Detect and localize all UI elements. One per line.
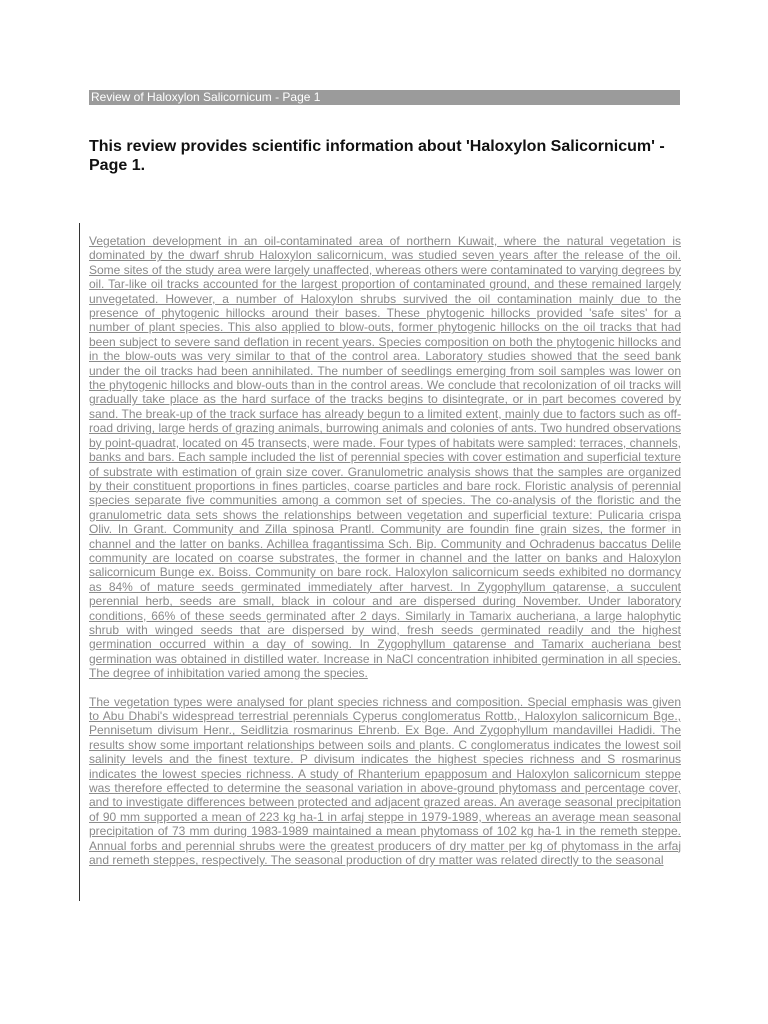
document-header-bar: [89, 90, 680, 105]
document-body: [89, 234, 681, 881]
page-title: This review provides scientific information about 'Haloxylon Salicornicum' - Page 1.: [89, 138, 665, 174]
body-paragraph-2[interactable]: The vegetation types were analysed for plant species richness and composition. Special emphasis was given to Abu Dhabi's widespread terrestrial perennials Cyperus conglomeratus Rottb., Haloxylon salicornicum Bge., Pennisetum divisum Henr., Seidlitzia rosmarinus Ehrenb. Ex Bge. And Zygophyllum mandavillei Hadidi. The results show some important relationships between soils and plants. C conglomeratus indicates the lowest soil salinity levels and the finest texture. P divisum indicates the highest species richness and S rosmarinus indicates the lowest species richness. A study of Rhanterium epapposum and Haloxylon salicornicum steppe was therefore effected to determine the seasonal variation in above-ground phytomass and percentage cover, and to investigate differences between protected and adjacent grazed areas. An average seasonal precipitation of 90 mm supported a mean of 223 kg ha-1 in arfaj steppe in 1979-1989, whereas an average mean seasonal precipitation of 73 mm during 1983-1989 maintained a mean phytomass of 102 kg ha-1 in the remeth steppe. Annual forbs and perennial shrubs were the greatest producers of dry matter per kg of phytomass in the arfaj and remeth steppes, respectively. The seasonal production of dry matter was related directly to the seasonal: [89, 694, 681, 868]
header-bar-text: Review of Haloxylon Salicornicum - Page 1: [91, 90, 321, 104]
left-margin-rule: [79, 223, 80, 901]
body-paragraph-1[interactable]: Vegetation development in an oil-contaminated area of northern Kuwait, where the natural vegetation is dominated by the dwarf shrub Haloxylon salicornicum, was studied seven years after the release of the oil. Some sites of the study area were largely unaffected, whereas others were contaminated to varying degrees by oil. Tar-like oil tracks accounted for the largest proportion of contaminated ground, and these remained largely unvegetated. However, a number of Haloxylon shrubs survived the oil contamination mainly due to the presence of phytogenic hillocks around their bases. These phytogenic hillocks provided 'safe sites' for a number of plant species. This also applied to blow-outs, former phytogenic hillocks on the oil tracks that had been subject to severe sand deflation in recent years. Species composition on both the phytogenic hillocks and in the blow-outs was very similar to that of the control area. Laboratory studies showed that the seed bank under the oil tracks had been annihilated. The number of seedlings emerging from soil samples was lower on the phytogenic hillocks and blow-outs than in the control areas. We conclude that recolonization of oil tracks will gradually take place as the hard surface of the tracks begins to disintegrate, or in part becomes covered by sand. The break-up of the track surface has already begun to a limited extent, mainly due to factors such as off-road driving, large herds of grazing animals, burrowing animals and colonies of ants. Two hundred observations by point-quadrat, located on 45 transects, were made. Four types of habitats were sampled: terraces, channels, banks and bars. Each sample included the list of perennial species with cover estimation and superficial texture of substrate with estimation of grain size cover. Granulometric analysis shows that the samples are organized by their constituent proportions in fines particles, coarse particles and bare rock. Floristic analysis of perennial species separate five communities among a common set of species. The co-analysis of the floristic and the granulometric data sets shows the relationships between vegetation and superficial texture: Pulicaria crispa Oliv. In Grant. Community and Zilla spinosa Prantl. Community are foundin fine grain sizes, the former in channel and the latter on banks. Achillea fragantissima Sch. Bip. Community and Ochradenus baccatus Delile community are located on coarse substrates, the former in channel and the latter on banks and Haloxylon salicornicum Bunge ex. Boiss. Community on bare rock. Haloxylon salicornicum seeds exhibited no dormancy as 84% of mature seeds germinated immediately after harvest. In Zygophyllum qatarense, a succulent perennial herb, seeds are small, black in colour and are dispersed during November. Under laboratory conditions, 66% of these seeds germinated after 2 days. Similarly in Tamarix aucheriana, a large halophytic shrub with winged seeds that are dispersed by wind, fresh seeds germinated readily and the highest germination occurred within a day of sowing. In Zygophyllum qatarense and Tamarix aucheriana best germination was obtained in distilled water. Increase in NaCl concentration inhibited germination in all species. The degree of inhibitation varied among the species.: [89, 234, 681, 681]
